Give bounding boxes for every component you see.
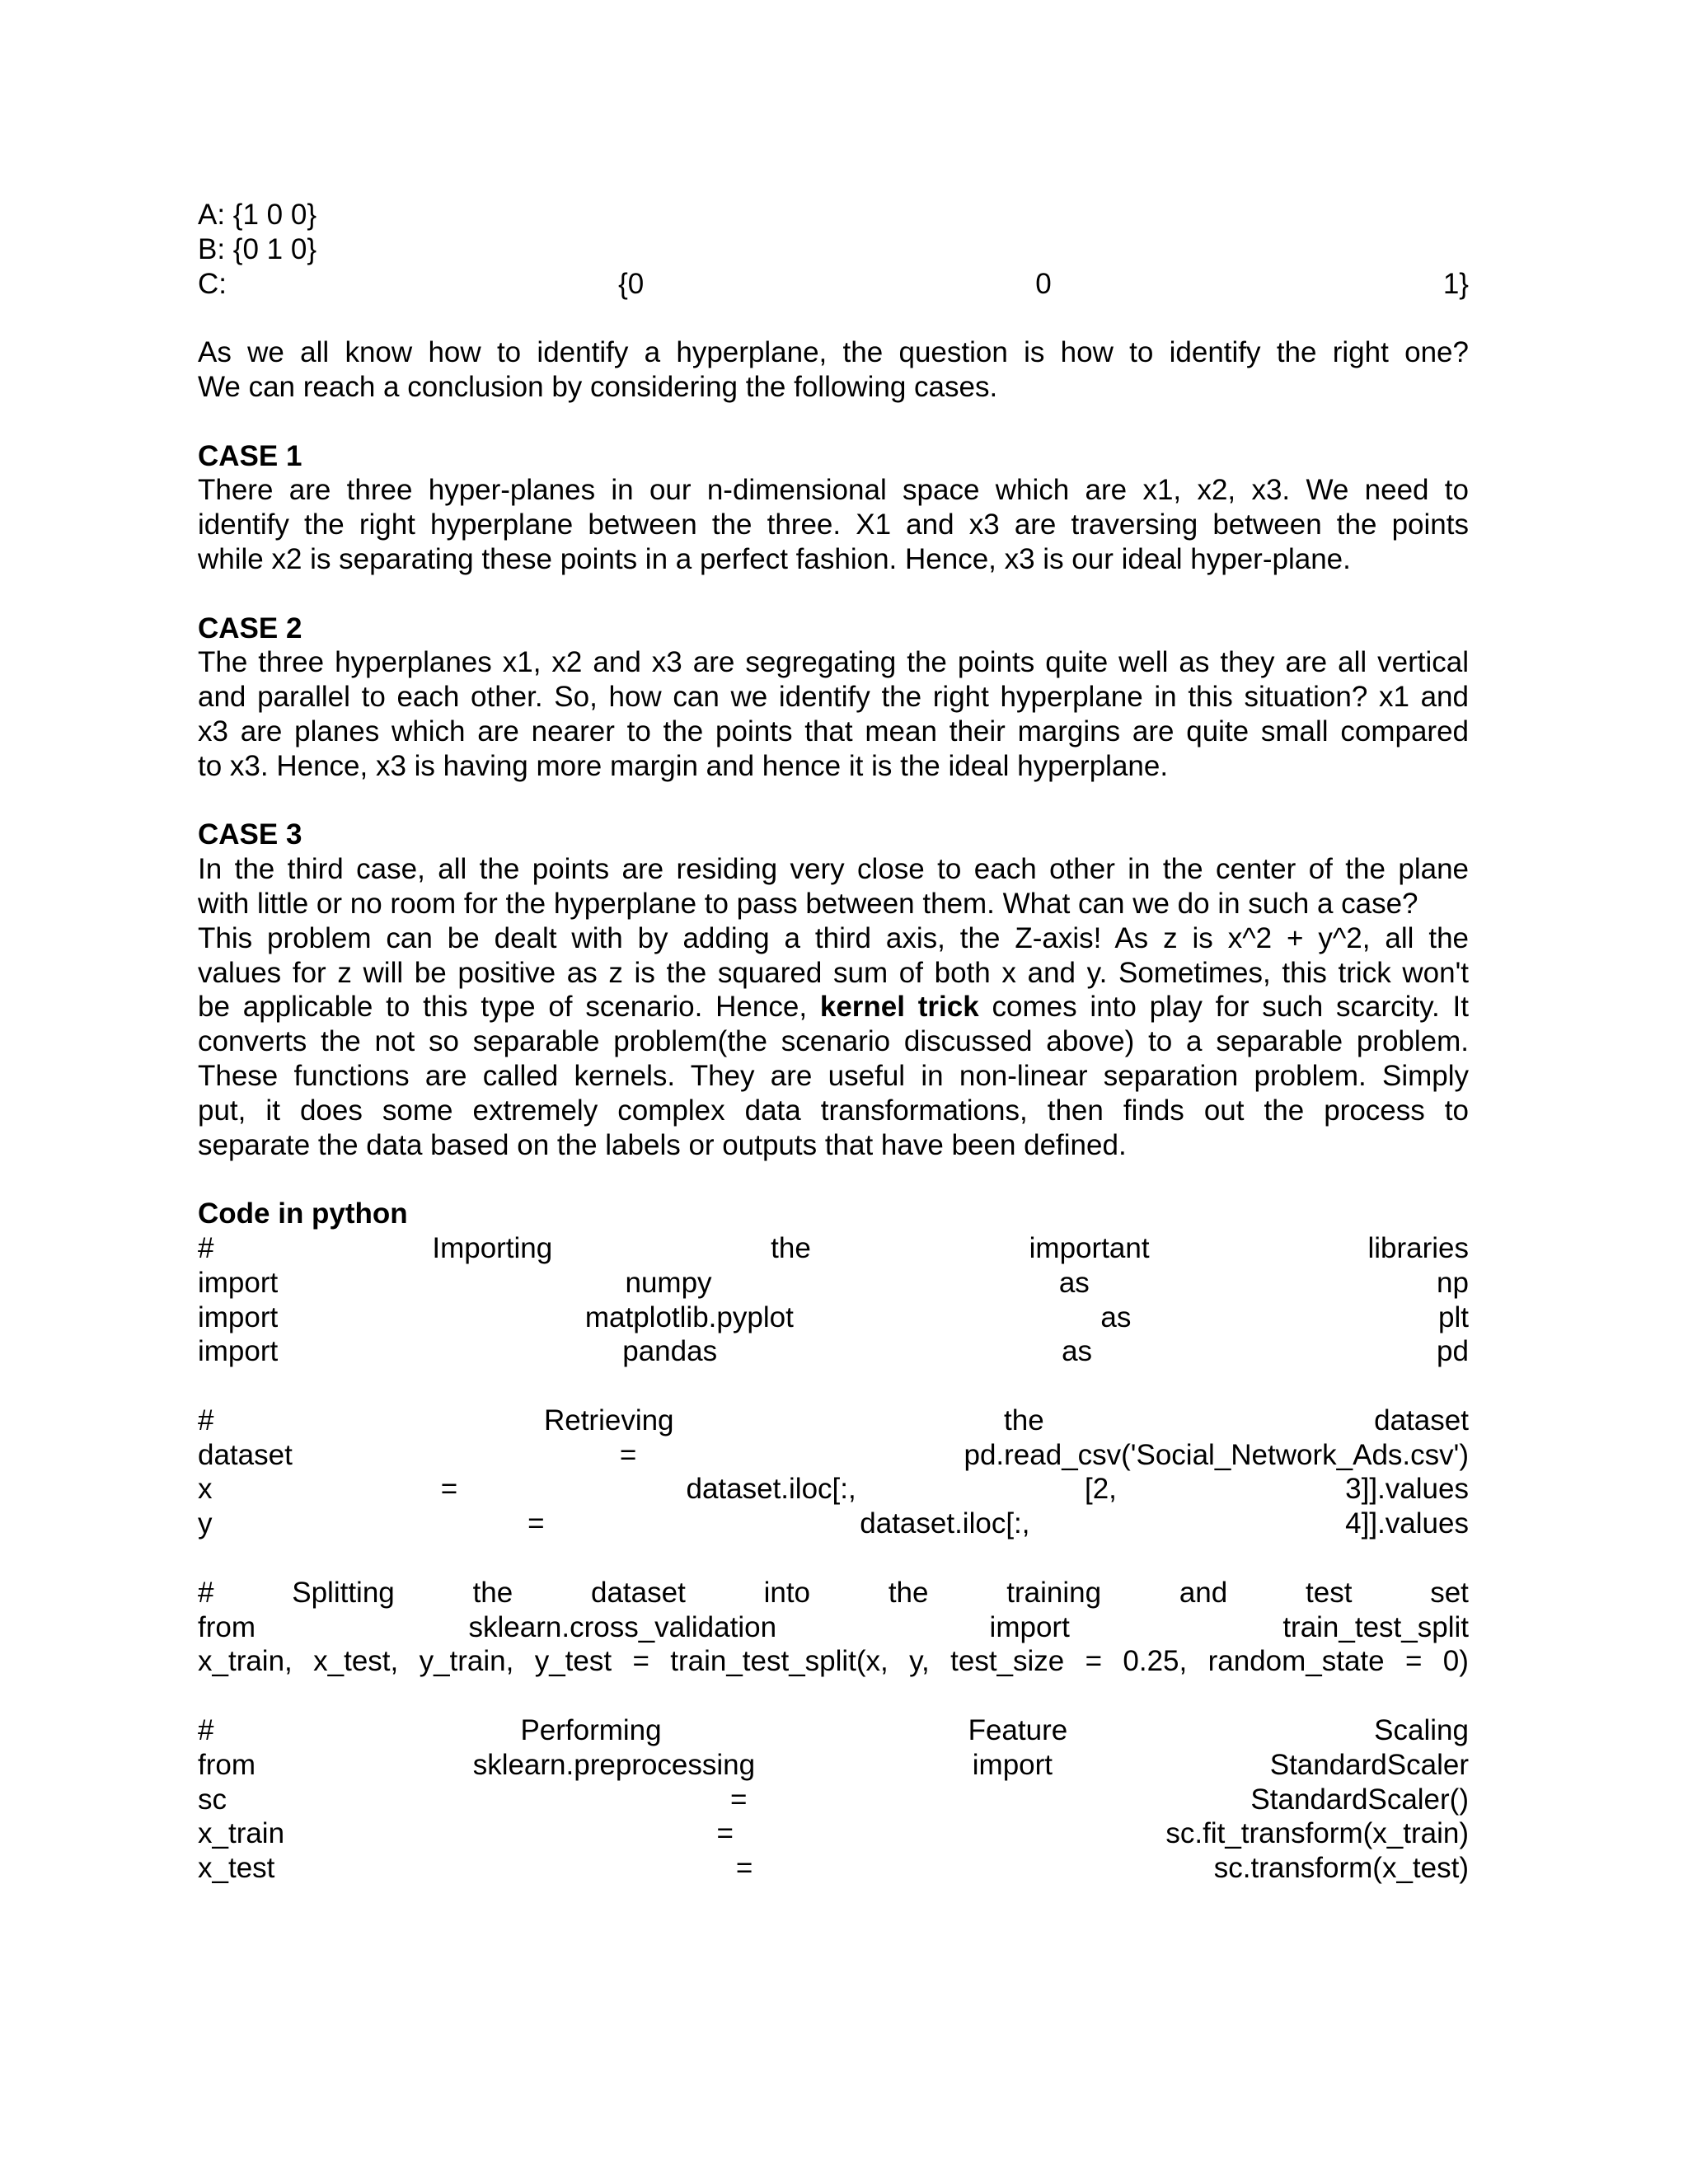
- case2-heading: CASE 2: [198, 612, 302, 644]
- case1-paragraph: [198, 473, 1469, 576]
- code-token: Importing: [432, 1231, 553, 1264]
- code-line: [198, 1816, 1469, 1851]
- code-token: random_state: [1207, 1645, 1385, 1678]
- code-token: and: [1179, 1576, 1228, 1609]
- code-token: #: [198, 1714, 214, 1747]
- code-token: import: [198, 1266, 279, 1299]
- case3-line: separate the data based on the labels or outputs that have been defined.: [198, 1128, 1127, 1161]
- code-token: x_train: [198, 1817, 285, 1850]
- code-token: sklearn.cross_validation: [468, 1610, 777, 1643]
- code-token: x_test: [198, 1852, 275, 1885]
- code-line: [198, 1404, 1469, 1438]
- code-token: #: [198, 1576, 214, 1609]
- code-token: important: [1029, 1231, 1150, 1264]
- code-token: =: [619, 1438, 637, 1471]
- case3-line: converts the not so separable problem(the scenario discussed above) to a separable problem.: [198, 1025, 1469, 1058]
- code-token: StandardScaler: [1269, 1748, 1469, 1781]
- case3-line: put, it does some extremely complex data transformations, then finds out the process to: [198, 1094, 1469, 1127]
- code-token: =: [729, 1783, 748, 1816]
- code-token: 4]].values: [1345, 1507, 1469, 1540]
- code-token: dataset.iloc[:,: [686, 1473, 856, 1506]
- case3-line: This problem can be dealt with by adding a third axis, the Z-axis! As z is x^2 + y^2, all the: [198, 921, 1469, 954]
- code-token: training: [1006, 1576, 1102, 1609]
- code-line: [198, 1266, 1469, 1301]
- case3-line: In the third case, all the points are residing very close to each other in the center of the plane: [198, 853, 1469, 886]
- case1-line: identify the right hyperplane between the three. X1 and x3 are traversing between the points: [198, 509, 1469, 541]
- code-block-scaling: [198, 1713, 1469, 1886]
- code-line: [198, 1713, 1469, 1748]
- case3-line: with little or no room for the hyperplane to pass between them. What can we do in such a case?: [198, 887, 1418, 920]
- code-token: sklearn.preprocessing: [472, 1748, 756, 1781]
- code-token: the: [888, 1576, 929, 1609]
- code-token: 0): [1442, 1645, 1469, 1678]
- code-token: sc.transform(x_test): [1213, 1852, 1469, 1885]
- code-line: [198, 1334, 1469, 1369]
- case3-text: be applicable to this type of scenario. Hence,: [198, 991, 808, 1024]
- code-token: Feature: [968, 1714, 1068, 1747]
- code-line: [198, 1610, 1469, 1645]
- code-token: set: [1430, 1576, 1469, 1609]
- code-line: [198, 1576, 1469, 1610]
- code-line: [198, 1783, 1469, 1817]
- case2-line: to x3. Hence, x3 is having more margin and hence it is the ideal hyperplane.: [198, 749, 1169, 782]
- code-token: =: [716, 1817, 734, 1850]
- code-token: into: [763, 1576, 811, 1609]
- code-token: =: [1085, 1645, 1103, 1678]
- code-token: test: [1306, 1576, 1353, 1609]
- code-token: the: [771, 1231, 811, 1264]
- code-token: pandas: [622, 1335, 718, 1368]
- code-block-split: [198, 1576, 1469, 1679]
- code-token: =: [440, 1473, 458, 1506]
- code-line: [198, 1851, 1469, 1886]
- code-token: as: [1100, 1301, 1132, 1333]
- code-token: dataset: [1374, 1404, 1469, 1436]
- case3-heading: CASE 3: [198, 818, 302, 851]
- case1-line: There are three hyper-planes in our n-dimensional space which are x1, x2, x3. We need to: [198, 474, 1469, 507]
- encoding-token: {0: [618, 267, 645, 300]
- document-content: [198, 198, 1469, 1886]
- encoding-line-b: B: {0 1 0}: [198, 232, 317, 265]
- encoding-line-c: [198, 267, 1469, 302]
- encoding-token: 0: [1035, 267, 1052, 300]
- code-token: Retrieving: [543, 1404, 674, 1436]
- code-token: as: [1058, 1266, 1090, 1299]
- code-token: =: [632, 1645, 649, 1678]
- code-token: =: [1404, 1645, 1423, 1678]
- code-token: the: [472, 1576, 513, 1609]
- code-token: [2,: [1084, 1473, 1117, 1506]
- case3-line: These functions are called kernels. They are useful in non-linear separation problem. Simply: [198, 1059, 1469, 1092]
- code-token: train_test_split: [1282, 1610, 1469, 1643]
- code-line: [198, 1231, 1469, 1266]
- code-token: test_size: [950, 1645, 1065, 1678]
- code-token: =: [528, 1507, 545, 1540]
- case1-heading: CASE 1: [198, 439, 302, 472]
- code-line: [198, 1644, 1469, 1679]
- code-token: y_test: [534, 1645, 612, 1678]
- case2-line: and parallel to each other. So, how can we identify the right hyperplane in this situation? x1 and: [198, 681, 1469, 714]
- code-token: np: [1437, 1266, 1469, 1299]
- code-line: [198, 1438, 1469, 1473]
- intro-line: As we all know how to identify a hyperplane, the question is how to identify the right one?: [198, 336, 1469, 369]
- code-line: [198, 1507, 1469, 1541]
- case2-line: x3 are planes which are nearer to the points that mean their margins are quite small compared: [198, 715, 1469, 748]
- code-token: dataset: [198, 1438, 293, 1471]
- code-block-dataset: [198, 1404, 1469, 1541]
- code-token: #: [198, 1231, 214, 1264]
- code-token: y,: [909, 1645, 930, 1678]
- code-heading: Code in python: [198, 1197, 408, 1230]
- code-line: [198, 1301, 1469, 1335]
- code-token: matplotlib.pyplot: [584, 1301, 794, 1333]
- code-token: import: [972, 1748, 1053, 1781]
- code-token: plt: [1438, 1301, 1469, 1333]
- case3-line: values for z will be positive as z is the squared sum of both x and y. Sometimes, this trick won't: [198, 956, 1469, 989]
- code-token: 3]].values: [1345, 1473, 1469, 1506]
- case3-paragraph: [198, 852, 1469, 1162]
- code-token: import: [198, 1301, 279, 1333]
- case3-text: comes into play for such scarcity. It: [992, 991, 1470, 1024]
- intro-paragraph: [198, 335, 1469, 405]
- code-token: train_test_split(x,: [670, 1645, 889, 1678]
- code-line: [198, 1748, 1469, 1783]
- code-token: import: [989, 1610, 1070, 1643]
- code-token: as: [1062, 1335, 1093, 1368]
- code-token: Splitting: [292, 1576, 395, 1609]
- case1-line: while x2 is separating these points in a perfect fashion. Hence, x3 is our ideal hyper-plane.: [198, 542, 1351, 575]
- code-token: StandardScaler(): [1250, 1783, 1469, 1816]
- code-token: Performing: [520, 1714, 662, 1747]
- code-token: pd: [1437, 1335, 1469, 1368]
- code-line: [198, 1472, 1469, 1507]
- intro-line: We can reach a conclusion by considering the following cases.: [198, 370, 998, 403]
- code-token: x: [198, 1473, 213, 1506]
- code-token: pd.read_csv('Social_Network_Ads.csv'): [964, 1438, 1469, 1471]
- code-token: #: [198, 1404, 214, 1436]
- code-token: 0.25,: [1123, 1645, 1188, 1678]
- code-token: sc.fit_transform(x_train): [1165, 1817, 1469, 1850]
- code-token: the: [1004, 1404, 1044, 1436]
- code-token: sc: [198, 1783, 227, 1816]
- kernel-trick-emphasis: kernel trick: [819, 991, 979, 1024]
- encoding-token: 1}: [1442, 267, 1469, 300]
- code-token: Scaling: [1374, 1714, 1469, 1747]
- code-block-imports: [198, 1231, 1469, 1369]
- encoding-line-a: A: {1 0 0}: [198, 199, 317, 231]
- code-token: numpy: [625, 1266, 712, 1299]
- code-token: y: [198, 1507, 213, 1540]
- code-token: dataset: [591, 1576, 686, 1609]
- code-token: from: [198, 1748, 256, 1781]
- case3-line-kernel-trick: [198, 990, 1469, 1024]
- code-token: =: [735, 1852, 753, 1885]
- code-token: from: [198, 1610, 256, 1643]
- code-token: dataset.iloc[:,: [860, 1507, 1030, 1540]
- code-token: x_test,: [313, 1645, 399, 1678]
- code-token: x_train,: [198, 1645, 293, 1678]
- code-token: import: [198, 1335, 279, 1368]
- encoding-token: C:: [198, 267, 227, 300]
- code-token: libraries: [1367, 1231, 1469, 1264]
- case2-line: The three hyperplanes x1, x2 and x3 are segregating the points quite well as they are all vertical: [198, 646, 1469, 679]
- code-token: y_train,: [419, 1645, 514, 1678]
- case2-paragraph: [198, 645, 1469, 783]
